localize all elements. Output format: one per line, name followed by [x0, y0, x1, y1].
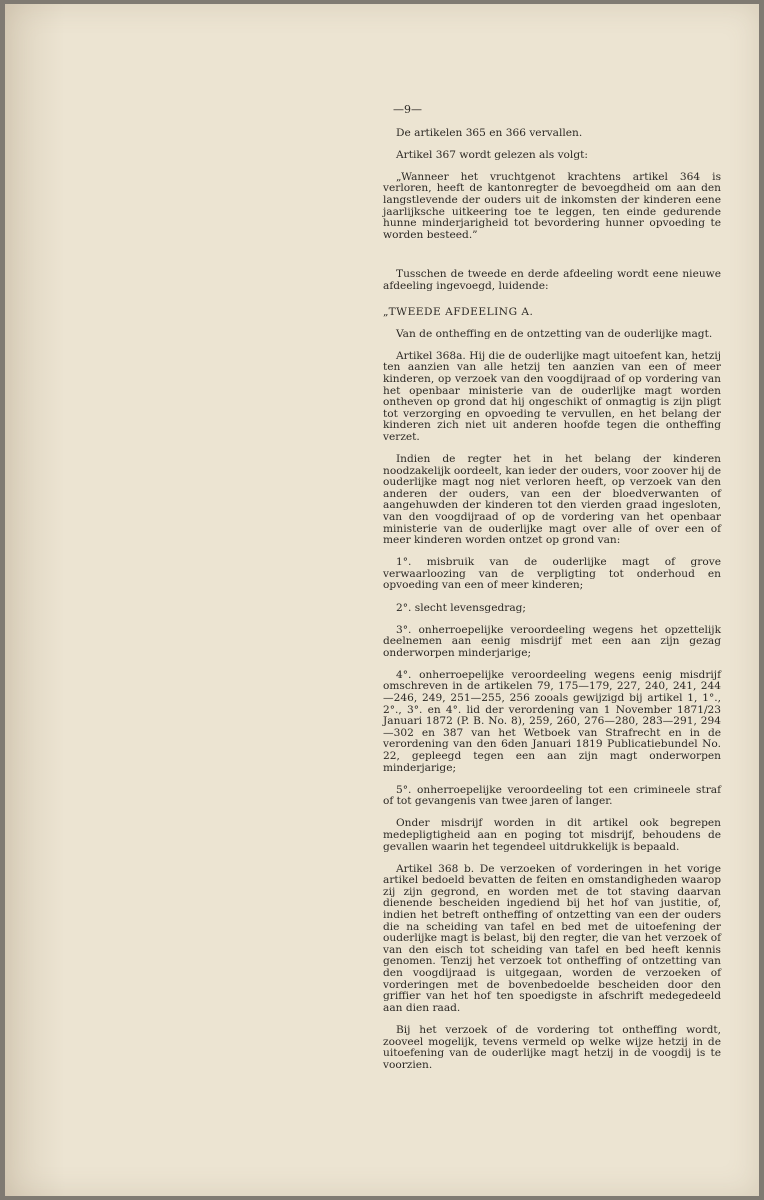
page-number: —9—: [393, 103, 422, 116]
page-fold-shadow: [5, 4, 65, 1196]
text-column: [383, 104, 721, 1082]
paragraph-4: Tusschen de tweede en derde afdeeling wordt eene nieuwe afdeeling ingevoegd, luidende:: [383, 268, 721, 292]
document-page: [5, 4, 759, 1196]
list-item-2: 2°. slecht levensgedrag;: [396, 601, 526, 614]
list-item-5: 5°. onherroepelijke veroordeeling tot een crimineele straf of tot gevangenis van twee jaren of langer.: [383, 783, 721, 808]
paragraph-article-368b: Artikel 368 b. De verzoeken of vorderingen in het vorige artikel bedoeld bevatten de feiten en omstandigheden waarop zij zijn gegrond, en worden met de tot staving daarvan dienende bescheiden ingediend bij het hof van justitie, of, indien het betreft ontheffing of ontzetting van een der ouders die na scheiding van tafel en bed met de uitoefening der ouderlijke magt is belast, bij den regter, die van het verzoek of van den eisch tot scheiding van tafel en bed heeft kennis genomen. Tenzij het verzoek tot ontheffing of ontzetting van den voogdijraad is uitgegaan, worden de verzoeken of vorderingen met de bovenbedoelde bescheiden door den griffier van het hof ten spoedigste in afschrift medegedeeld aan dien raad.: [383, 862, 721, 1014]
paragraph-2: Artikel 367 wordt gelezen als volgt:: [396, 148, 588, 161]
list-item-4: 4°. onherroepelijke veroordeeling wegens eenig misdrijf omschreven in de artikelen 79, 175—179, 227, 240, 241, 244—246, 249, 251—255, 256 zooals gewijzigd bij artikel 1, 1°., 2°., 3°. en 4°. lid der verordening van 1 November 1871/23 Januari 1872 (P. B. No. 8), 259, 260, 276—280, 283—291, 294—302 en 387 van het Wetboek van Strafrecht en in de verordening van den 6den Januari 1819 Publicatiebundel No. 22, gepleegd tegen een aan zijn magt onderworpen minderjarige;: [383, 668, 721, 774]
paragraph-1: De artikelen 365 en 366 vervallen.: [396, 126, 583, 139]
paragraph-16: Bij het verzoek of de vordering tot ontheffing wordt, zooveel mogelijk, tevens vermeld op welke wijze hetzij in de uitoefening van de ouderlijke magt hetzij in de voogdij is te voorzien.: [383, 1023, 721, 1071]
paragraph-3: „Wanneer het vruchtgenot krachtens artikel 364 is verloren, heeft de kantonregter de bevoegdheid om aan den langstlevende der ouders uit de inkomsten der kinderen eene jaarlijksche uitkeering toe te leggen, ten einde gedurende hunne minderjarigheid tot bevordering hunner opvoeding te worden besteed.”: [383, 170, 721, 241]
list-item-1: 1°. misbruik van de ouderlijke magt of grove verwaarloozing van de verpligting tot onderhoud en opvoeding van een of meer kinderen;: [383, 556, 721, 592]
section-subtitle: Van de ontheffing en de ontzetting van de ouderlijke magt.: [396, 327, 713, 340]
paragraph-14: Onder misdrijf worden in dit artikel ook begrepen medepligtigheid aan en poging tot misdrijf, behoudens de gevallen waarin het tegendeel uitdrukkelijk is bepaald.: [383, 817, 721, 853]
list-item-3: 3°. onherroepelijke veroordeeling wegens het opzettelijk deelnemen aan eenig misdrijf met een aan zijn gezag onderworpen minderjarige;: [383, 623, 721, 659]
paragraph-article-368a: Artikel 368a. Hij die de ouderlijke magt uitoefent kan, hetzij ten aanzien van alle hetzij ten aanzien van een of meer kinderen, op verzoek van den voogdijraad of op vordering van het openbaar ministerie van de ouderlijke magt worden ontheven op grond dat hij ongeschikt of onmagtig is zijn pligt tot verzorging en opvoeding te vervullen, en het belang der kinderen zich niet uit anderen hoofde tegen die ontheffing verzet.: [383, 349, 721, 443]
section-heading: „TWEEDE AFDEELING A.: [383, 305, 534, 318]
paragraph-8: Indien de regter het in het belang der kinderen noodzakelijk oordeelt, kan ieder der ouders, voor zoover hij de ouderlijke magt nog niet verloren heeft, op verzoek van den anderen der ouders, van een der bloedverwanten of aangehuwden der kinderen tot den vierden graad ingesloten, van den voogdijraad of op de vordering van het openbaar ministerie van de ouderlijke magt over alle of over een of meer kinderen worden ontzet op grond van:: [383, 452, 721, 547]
